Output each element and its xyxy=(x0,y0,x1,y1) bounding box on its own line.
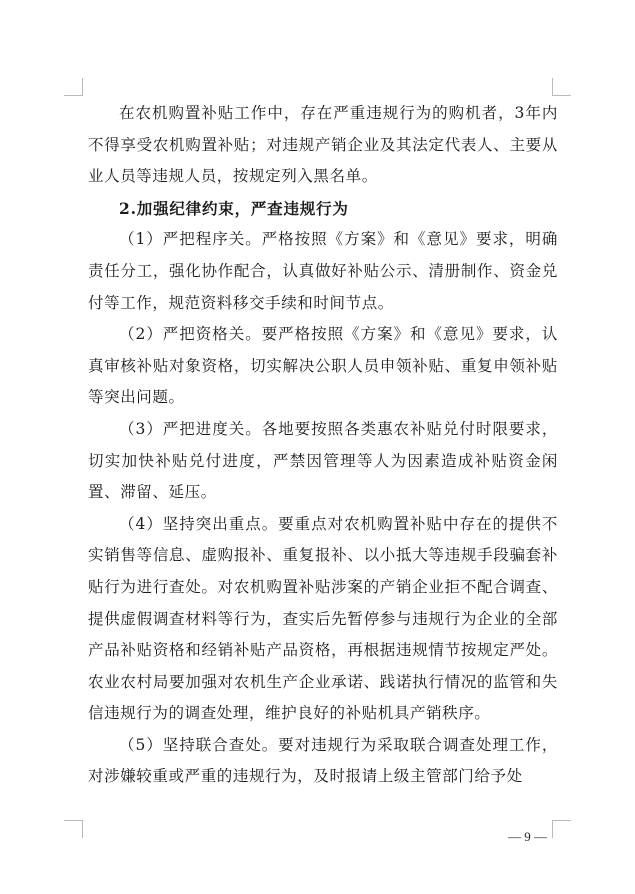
body-paragraph: （2）严把资格关。要严格按照《方案》和《意见》要求，认真审核补贴对象资格，切实解决公职人员申领补贴、重复申领补贴等突出问题。 xyxy=(88,325,558,407)
body-paragraph: （3）严把进度关。各地要按照各类惠农补贴兑付时限要求，切实加快补贴兑付进度，严禁因管理等人为因素造成补贴资金闲置、滞留、延压。 xyxy=(88,419,558,502)
section-heading: 2.加强纪律约束，严查违规行为 xyxy=(119,198,349,218)
body-paragraph: （4）坚持突出重点。要重点对农机购置补贴中存在的提供不实销售等信息、虚购报补、重复报补、以小抵大等违规手段骗套补贴行为进行查处。对农机购置补贴涉案的产销企业拒不配合调查、提供虚假调查材料等行为，查实后先暂停参与违规行为企业的全部产品补贴资格和经销补贴产品资格，再根据违规情节按规定严处。农业农村局要加强对农机生产企业承诺、践诺执行情况的监管和失信违规行为的调查处理，维护良好的补贴机具产销秩序。 xyxy=(88,514,558,723)
crop-mark-top-left xyxy=(82,78,83,96)
crop-mark-bottom-right xyxy=(552,820,553,838)
crop-mark-bottom-left xyxy=(64,820,83,821)
crop-mark-top-right xyxy=(552,78,553,96)
document-body xyxy=(88,98,558,793)
crop-mark-bottom-right xyxy=(552,820,571,821)
body-paragraph: （5）坚持联合查处。要对违规行为采取联合调查处理工作，对涉嫌较重或严重的违规行为，及时报请上级主管部门给予处 xyxy=(88,735,558,786)
crop-mark-top-left xyxy=(64,95,83,96)
body-paragraph: （1）严把程序关。严格按照《方案》和《意见》要求，明确责任分工，强化协作配合，认真做好补贴公示、清册制作、资金兑付等工作，规范资料移交手续和时间节点。 xyxy=(88,230,558,312)
crop-mark-top-right xyxy=(552,95,571,96)
page-number: — 9 — xyxy=(508,829,547,844)
body-paragraph: 在农机购置补贴工作中，存在严重违规行为的购机者，3年内不得享受农机购置补贴；对违规产销企业及其法定代表人、主要从业人员等违规人员，按规定列入黑名单。 xyxy=(88,104,558,186)
crop-mark-bottom-left xyxy=(82,820,83,838)
